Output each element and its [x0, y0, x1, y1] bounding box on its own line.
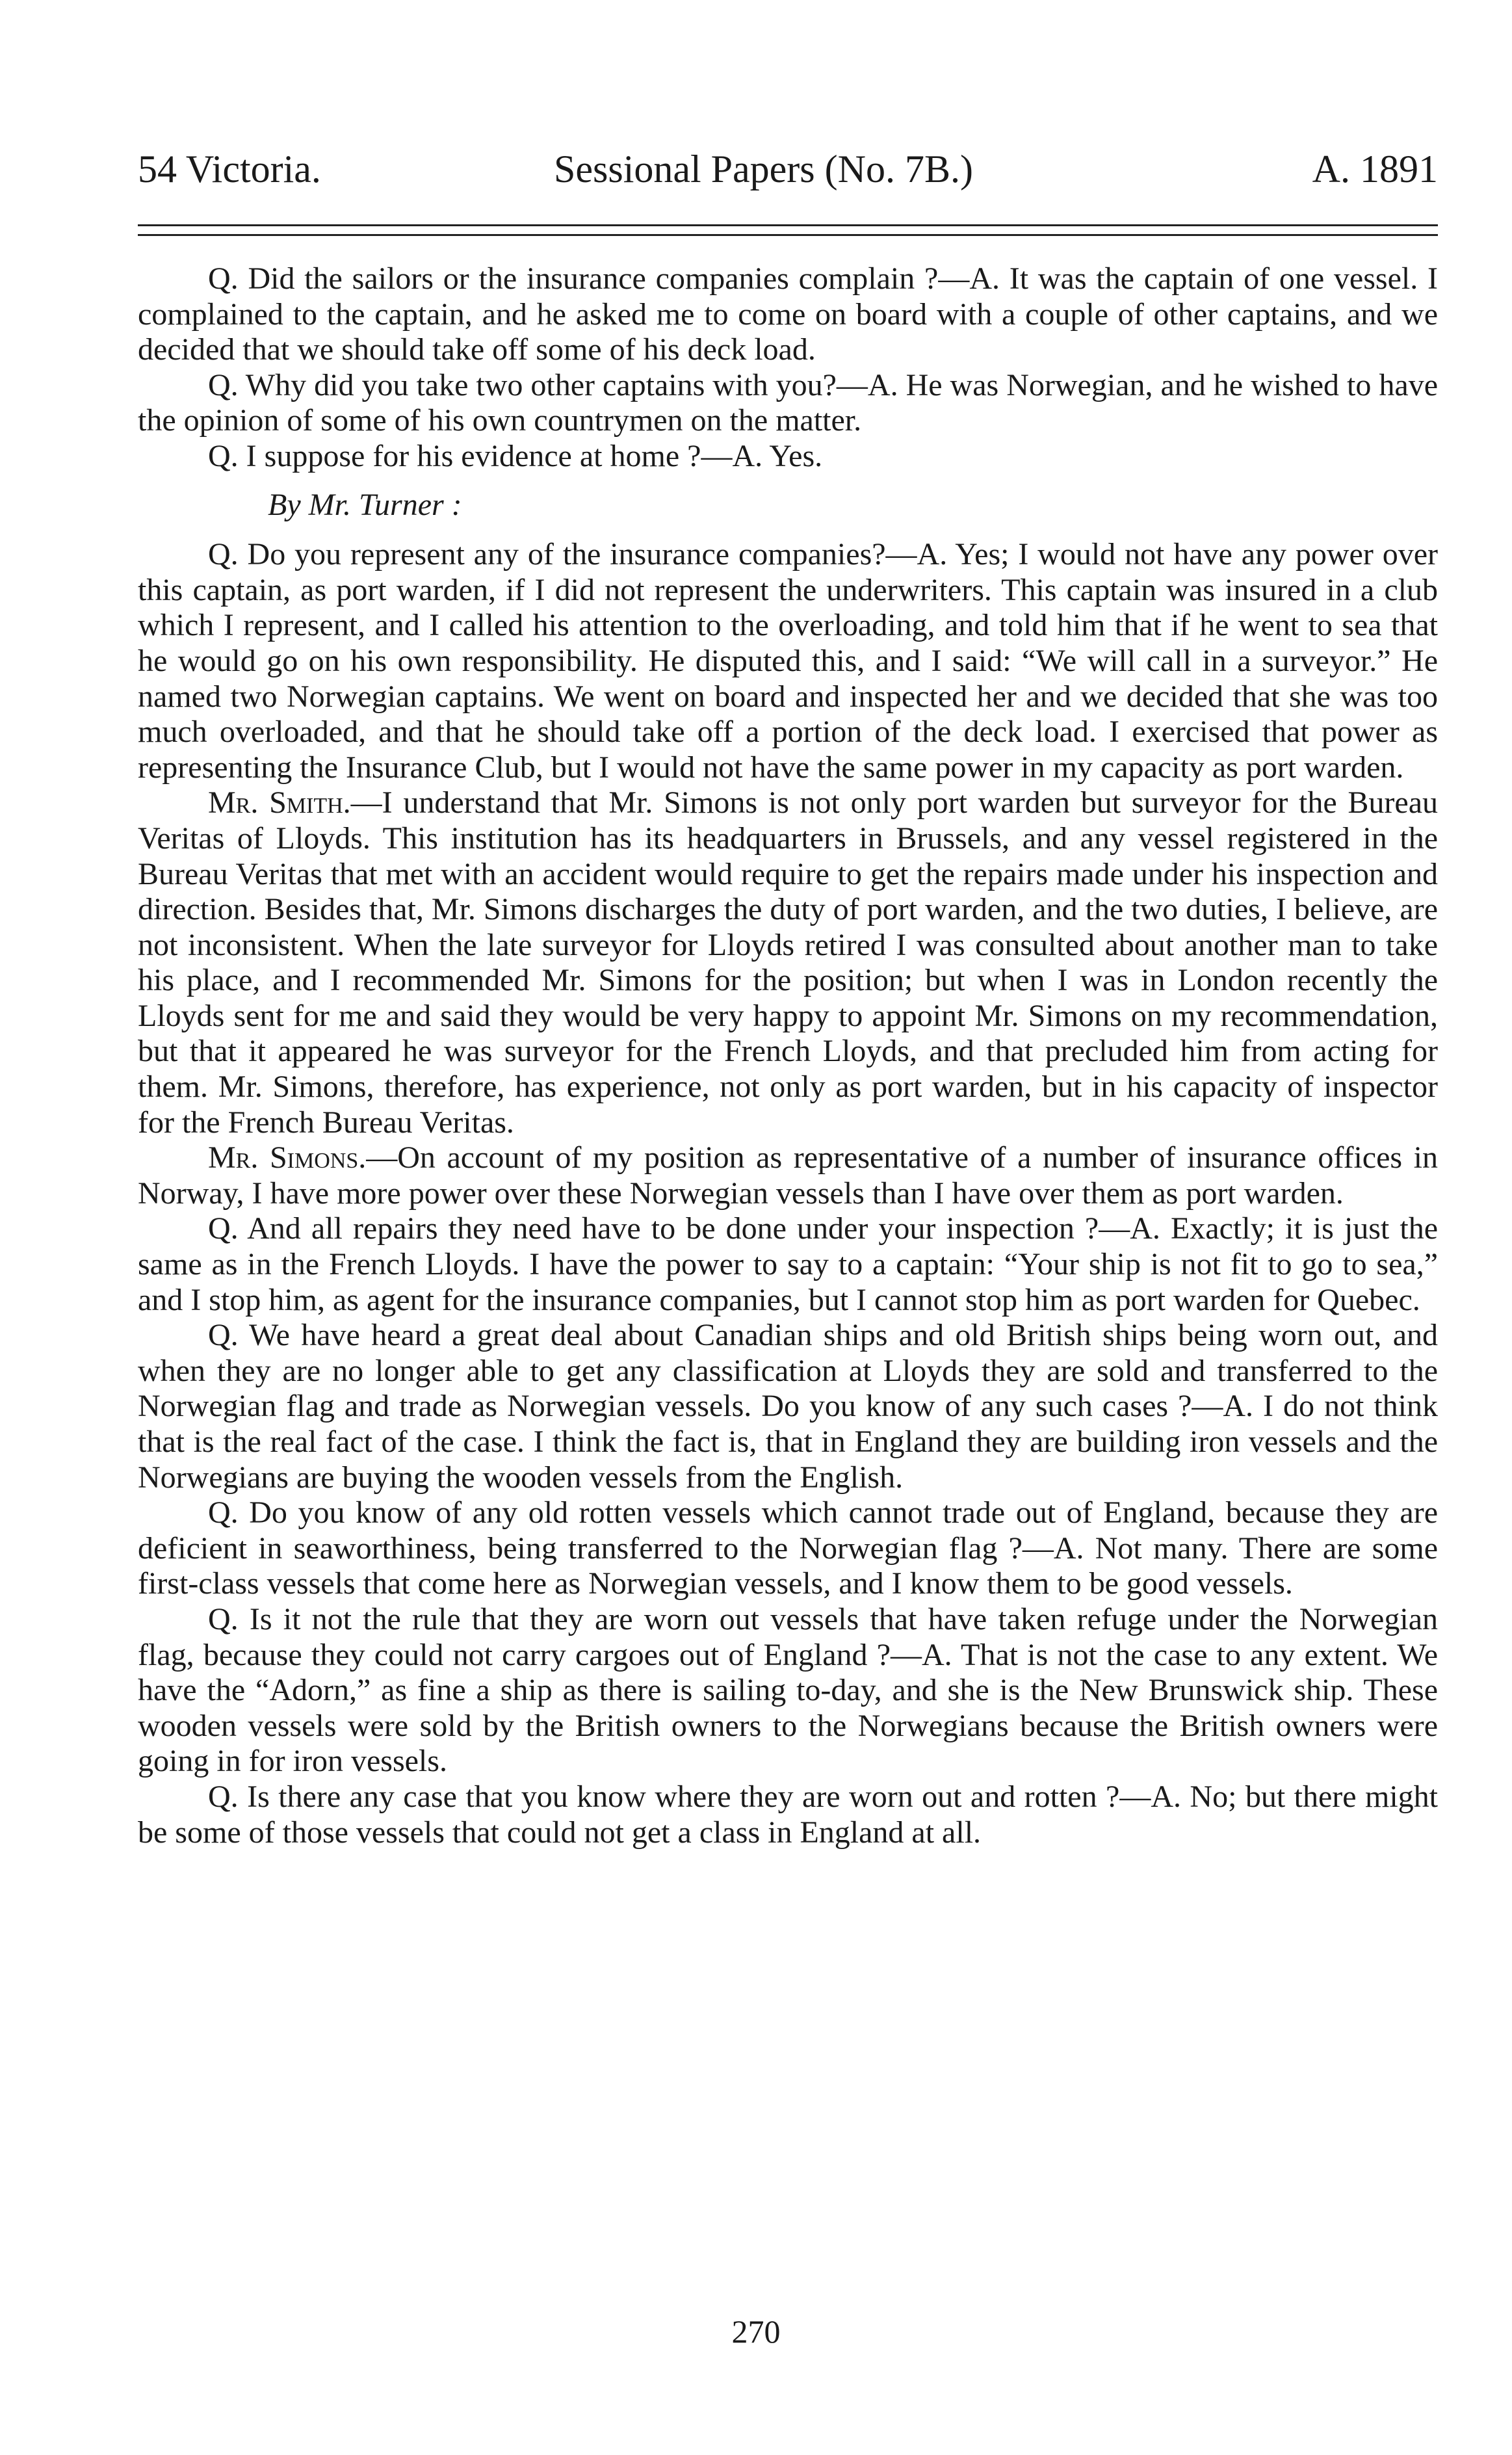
header-title: Sessional Papers (No. 7B.): [554, 148, 973, 190]
paragraph-speaker: [138, 785, 1438, 1140]
page-number: 270: [731, 2313, 781, 2350]
speaker-name: Mr. Simons.: [208, 1140, 367, 1175]
paragraph: Q. Did the sailors or the insurance companies complain ?—A. It was the captain of one vessel. I complained to the captain, and he asked me to come on board with a couple of other captains, and we decided that we should take off some of his deck load.: [138, 261, 1438, 367]
paragraph-speaker: [138, 1140, 1438, 1211]
paragraph: Q. Do you know of any old rotten vessels which cannot trade out of England, because they are deficient in seaworthiness, being transferred to the Norwegian flag ?—A. Not many. There are some first-class vessels that come here as Norwegian vessels, and I know them to be good vessels.: [138, 1495, 1438, 1601]
body-text: [138, 261, 1438, 1850]
paragraph: Q. Why did you take two other captains with you?—A. He was Norwegian, and he wished to have the opinion of some of his own countrymen on the matter.: [138, 367, 1438, 438]
paragraph: Q. I suppose for his evidence at home ?—A. Yes.: [208, 438, 823, 473]
header-year: A. 1891: [1312, 148, 1438, 190]
paragraph: Q. Do you represent any of the insurance companies?—A. Yes; I would not have any power over this captain, as port warden, if I did not represent the underwriters. This captain was insured in a club which I represent, and I called his attention to the overloading, and told him that if he went to sea that he would go on his own responsibility. He disputed this, and I said: “We will call in a surveyor.” He named two Norwegian captains. We went on board and inspected her and we decided that she was too much overloaded, and that he should take off a portion of the deck load. I exercised that power as representing the Insurance Club, but I would not have the same power in my capacity as port warden.: [138, 537, 1438, 785]
header-volume: 54 Victoria.: [138, 148, 321, 190]
subheading: By Mr. Turner :: [268, 487, 462, 522]
paragraph: Q. And all repairs they need have to be done under your inspection ?—A. Exactly; it is just the same as in the French Lloyds. I have the power to say to a captain: “Your ship is not fit to go to sea,” and I stop him, as agent for the insurance companies, but I cannot stop him as port warden for Quebec.: [138, 1211, 1438, 1317]
speech-text: —I understand that Mr. Simons is not only port warden but surveyor for the Bureau Veritas of Lloyds. This institution has its headquarters in Brussels, and any vessel registered in the Bureau Veritas that met with an accident would require to get the repairs made under his inspection and direction. Besides that, Mr. Simons discharges the duty of port warden, and the two duties, I believe, are not inconsistent. When the late surveyor for Lloyds retired I was consulted about another man to take his place, and I recommended Mr. Simons for the position; but when I was in London recently the Lloyds sent for me and said they would be very happy to appoint Mr. Simons on my recommendation, but that it appeared he was surveyor for the French Lloyds, and that precluded him from acting for them. Mr. Simons, therefore, has experience, not only as port warden, but in his capacity of inspector for the French Bureau Veritas.: [138, 785, 1438, 1140]
speaker-name: Mr. Smith.: [208, 785, 351, 821]
running-header: [138, 140, 1438, 198]
paragraph: Q. Is there any case that you know where they are worn out and rotten ?—A. No; but there might be some of those vessels that could not get a class in England at all.: [138, 1779, 1438, 1850]
header-rule-top: [138, 224, 1438, 226]
paragraph: Q. We have heard a great deal about Canadian ships and old British ships being worn out, and when they are no longer able to get any classification at Lloyds they are sold and transferred to the Norwegian flag and trade as Norwegian vessels. Do you know of any such cases ?—A. I do not think that is the real fact of the case. I think the fact is, that in England they are building iron vessels and the Norwegians are buying the wooden vessels from the English.: [138, 1318, 1438, 1495]
speech-text: —On account of my position as representative of a number of insurance offices in Norway, I have more power over these Norwegian vessels than I have over them as port warden.: [138, 1140, 1439, 1211]
header-rule-bottom: [138, 234, 1438, 236]
paragraph: Q. Is it not the rule that they are worn out vessels that have taken refuge under the Norwegian flag, because they could not carry cargoes out of England ?—A. That is not the case to any extent. We have the “Adorn,” as fine a ship as there is sailing to-day, and she is the New Brunswick ship. These wooden vessels were sold by the British owners to the Norwegians because the British owners were going in for iron vessels.: [138, 1601, 1438, 1779]
